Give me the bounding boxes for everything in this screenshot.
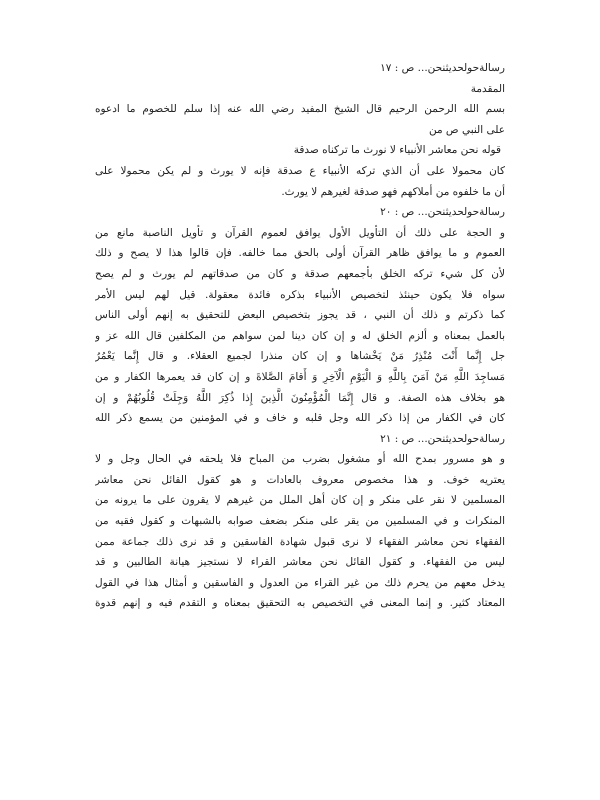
body-line: المسلمين لا نقر على منكر و إن كان أهل الملل من غيرهم لا يقرون على ما يرونه من: [95, 494, 505, 507]
body-line: سواه فلا يكون حينئذ لتخصيص الأنبياء بذكره فائدة معقولة. قيل لهم ليس الأمر: [95, 288, 505, 301]
running-header: رسالةحولحديثنحن... ص : ٢٠: [380, 206, 505, 219]
body-line: بسم الله الرحمن الرحيم قال الشيخ المفيد رضي الله عنه إذا سلم للخصوم ما ادعوه: [95, 103, 505, 116]
running-header: رسالةحولحديثنحن... ص : ٢١: [380, 432, 505, 445]
running-header: رسالةحولحديثنحن... ص : ١٧: [380, 62, 505, 74]
body-line: و الحجة على ذلك أن التأويل الأول يوافق لعموم القرآن و تأويل الناصبة مانع من: [95, 226, 505, 239]
body-line: جل إِنَّما أَنْتَ مُنْذِرُ مَنْ يَخْشاها و إن كان منذرا لجميع العقلاء. و قال إِنَّما يَعْمُرُ: [95, 350, 505, 363]
body-line: هو بخلاف هذه الصفة. و قال إِنَّمَا الْمُؤْمِنُونَ الَّذِينَ إِذا ذُكِرَ اللَّهُ وَجِلَتْ قُلُوبُهُمْ و إن: [95, 391, 505, 404]
body-line: لأن كل شيء تركه الخلق بأجمعهم صدقة و كان من صدقاتهم لم يورث و لم يصح: [95, 267, 505, 280]
body-line: على النبي ص من: [428, 123, 505, 136]
body-line: قوله نحن معاشر الأنبياء لا نورث ما تركناه صدقة: [293, 144, 501, 157]
body-line: أن ما خلفوه من أملاكهم فهو صدقة لغيرهم لا يورث.: [281, 185, 505, 198]
body-line: المعتاد كثير. و إنما المعنى في التخصيص به التحقيق بمعناه و التقدم فيه و إنهم قدوة: [95, 597, 505, 610]
body-line: المنكرات و في المسلمين من يقر على منكر بضعف صوابه بالشبهات و كقول فقيه من: [95, 515, 505, 528]
body-line: كان محمولا على أن الذي تركه الأنبياء ع صدقة فإنه لا يورث و لم يكن محمولا على: [95, 164, 505, 177]
body-line: ليس من الفقهاء. و كقول القائل نحن معاشر القراء لا نستجيز هيانة الطالبين و قد: [95, 556, 505, 569]
body-line: و هو مسرور بمدح الله أو مشغول بضرب من المباح فلا يلحقه في الحال وجل و لا: [95, 453, 505, 466]
body-line: المقدمة: [470, 82, 505, 95]
body-line: بالعمل بمعناه و ألزم الخلق له و إن كان دينا لمن سواهم من المكلفين قال الله عز و: [95, 329, 505, 342]
body-line: يعتريه خوف. و هذا مخصوص معروف بالعادات و هو كقول القائل نحن معاشر: [95, 473, 505, 486]
body-line: كما ذكرتم و ذلك أن النبي ، قد يجوز بتخصيص البعض للتحقيق به إنهم أولى الناس: [95, 309, 505, 322]
body-line: العموم و ما يوافق ظاهر القرآن أولى بالحق مما خالفه. فإن قالوا هذا لا يصح و ذلك: [95, 247, 505, 260]
body-line: كان في الكفار من إذا ذكر الله وجل قلبه و خاف و في المؤمنين من يسمع ذكر الله: [95, 412, 505, 425]
document-body: [95, 58, 505, 614]
body-line: يدخل معهم من يحرم ذلك من غير القراء من العدول و الفاسقين و أمثال هذا في القول: [95, 576, 505, 589]
body-line: مَساجِدَ اللَّهِ مَنْ آمَنَ بِاللَّهِ وَ الْيَوْمِ الْآخِرِ وَ أَقامَ الصَّلاةَ و إن كان قد يعمرها الكفار و من: [95, 370, 505, 383]
body-line: الفقهاء نحن معاشر الفقهاء لا نرى قبول شهادة الفاسقين و قد نرى ذلك جماعة ممن: [95, 535, 505, 548]
